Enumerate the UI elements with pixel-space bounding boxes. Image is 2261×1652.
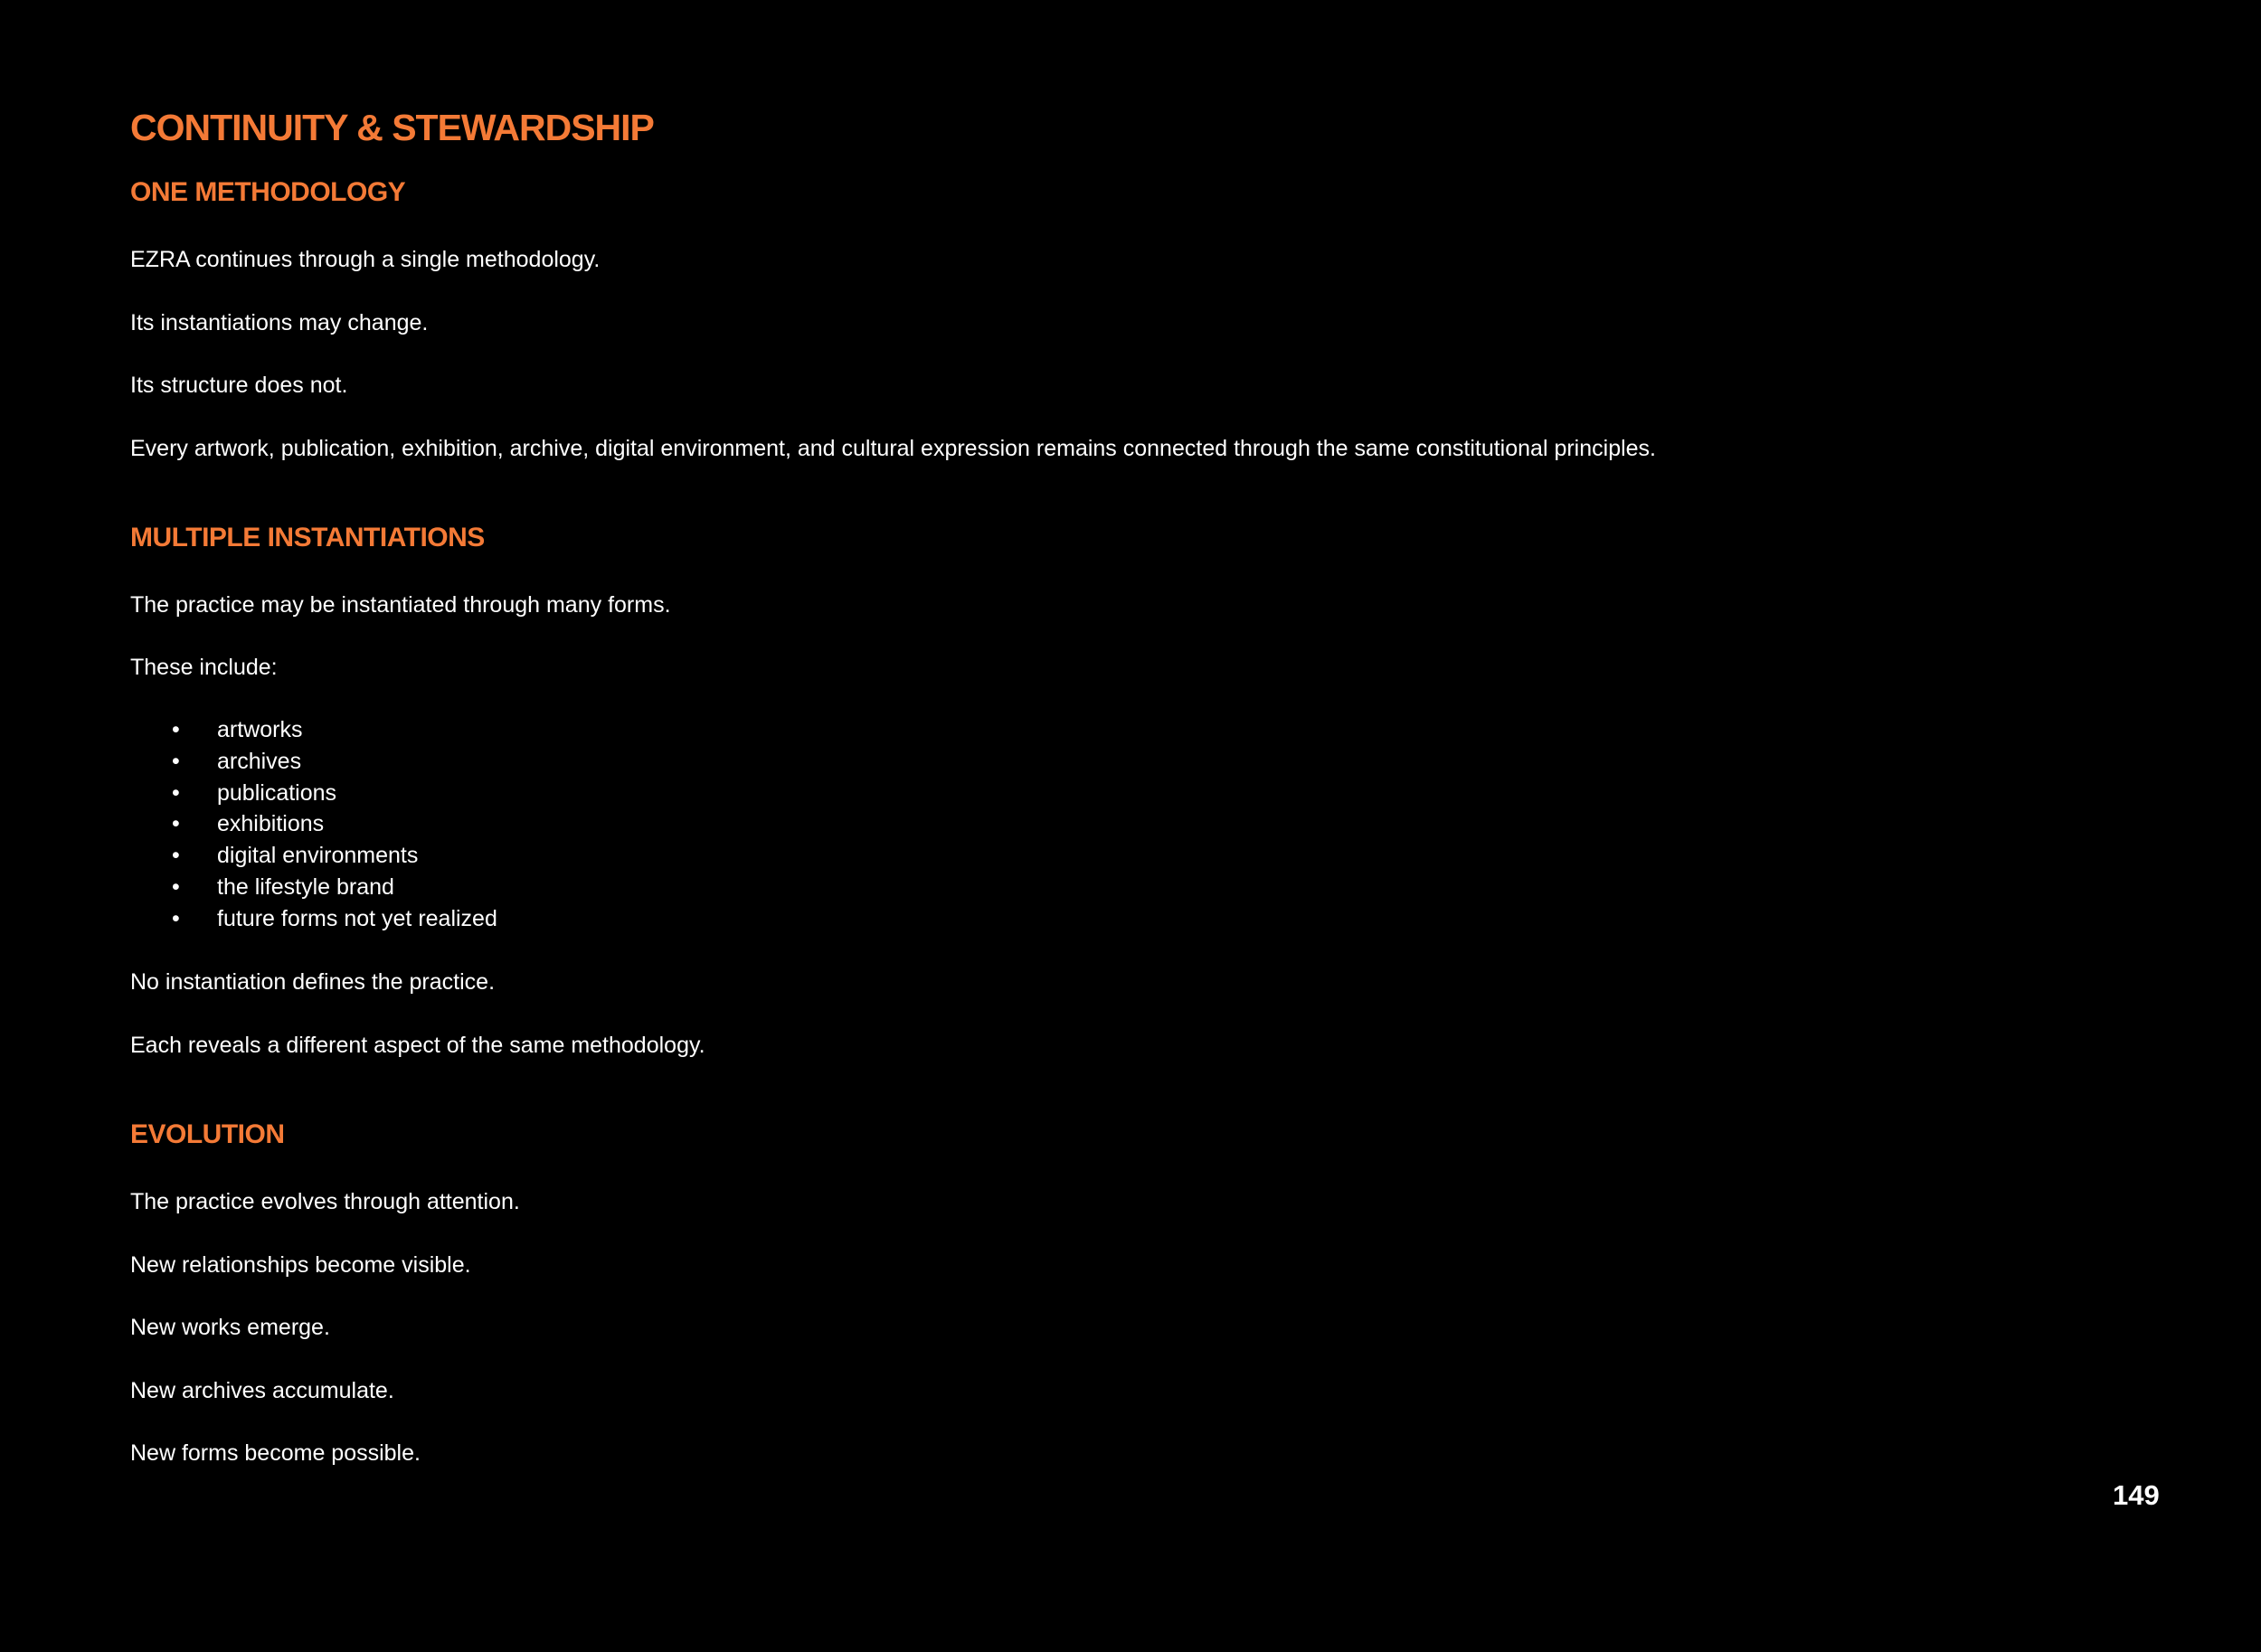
bullet-icon: • <box>172 717 180 742</box>
list-item-label: artworks <box>217 717 303 742</box>
list-item-label: future forms not yet realized <box>217 905 497 931</box>
section-heading-multiple-instantiations: MULTIPLE INSTANTIATIONS <box>130 523 485 552</box>
paragraph: New relationships become visible. <box>130 1252 471 1278</box>
paragraph: Its structure does not. <box>130 373 348 398</box>
page-number: 149 <box>2113 1479 2160 1511</box>
paragraph: New forms become possible. <box>130 1440 421 1466</box>
paragraph: EZRA continues through a single methodology. <box>130 247 601 272</box>
paragraph: Each reveals a different aspect of the same methodology. <box>130 1033 705 1058</box>
list-item-label: archives <box>217 748 302 774</box>
paragraph: New works emerge. <box>130 1315 330 1340</box>
paragraph: New archives accumulate. <box>130 1378 394 1403</box>
paragraph: These include: <box>130 655 278 680</box>
section-heading-evolution: EVOLUTION <box>130 1119 285 1149</box>
bullet-icon: • <box>172 811 180 837</box>
list-item-label: digital environments <box>217 843 419 869</box>
paragraph: Every artwork, publication, exhibition, archive, digital environment, and cultural expression remains connected through the same constitutional principles. <box>130 436 1656 461</box>
paragraph: The practice evolves through attention. <box>130 1189 520 1214</box>
page-title: CONTINUITY & STEWARDSHIP <box>130 107 654 148</box>
bullet-icon: • <box>172 779 180 806</box>
bullet-icon: • <box>172 873 180 900</box>
bullet-icon: • <box>172 905 180 931</box>
bullet-icon: • <box>172 843 180 869</box>
bullet-icon: • <box>172 748 180 774</box>
paragraph: The practice may be instantiated through many forms. <box>130 592 671 618</box>
list-item-label: publications <box>217 779 337 806</box>
list-item-label: exhibitions <box>217 811 325 837</box>
paragraph: No instantiation defines the practice. <box>130 969 496 995</box>
list-item-label: the lifestyle brand <box>217 873 394 900</box>
section-heading-one-methodology: ONE METHODOLOGY <box>130 177 406 207</box>
paragraph: Its instantiations may change. <box>130 310 429 335</box>
